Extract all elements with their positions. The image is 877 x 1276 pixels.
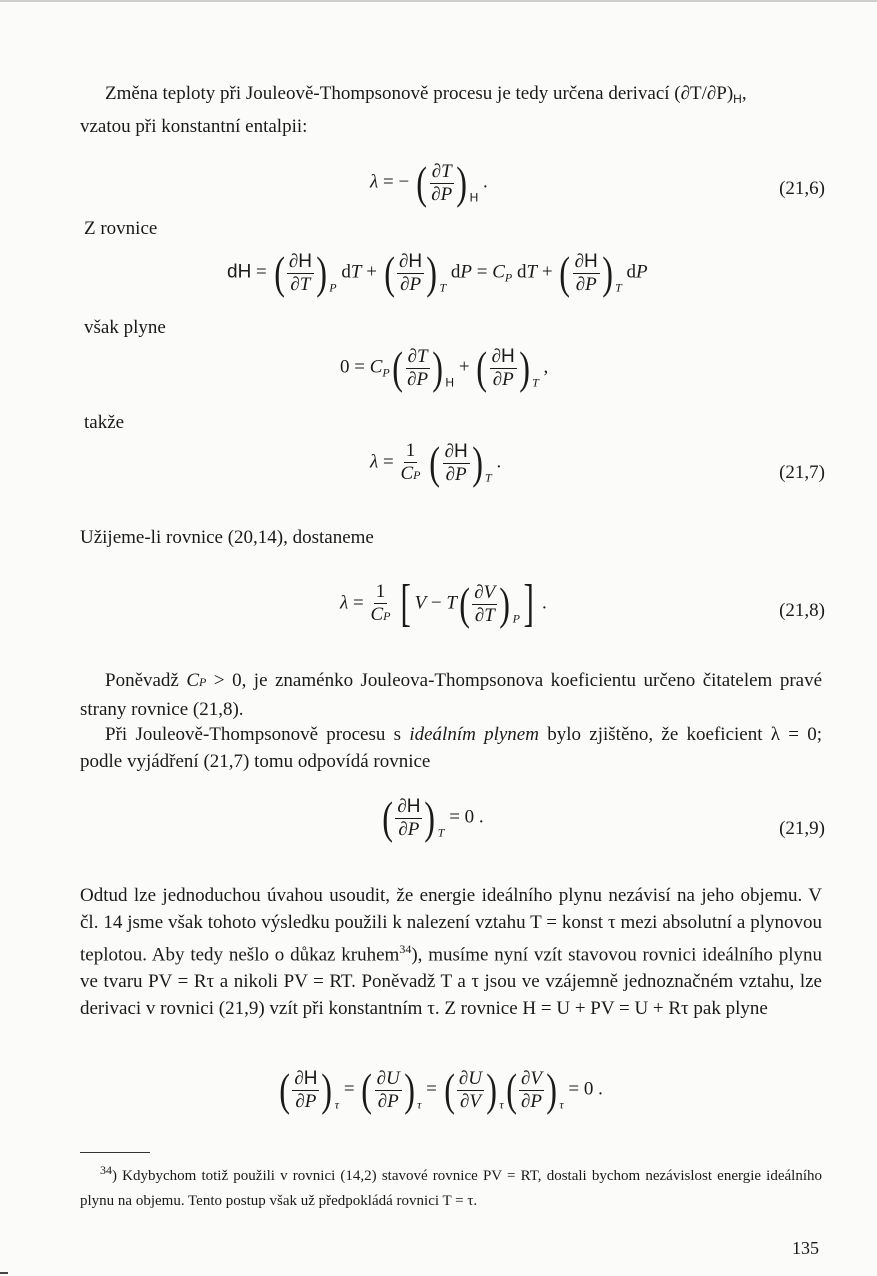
- intro-subscript: H: [733, 92, 742, 106]
- equation-number-21-8: (21,8): [779, 600, 825, 621]
- page-top-edge: [0, 0, 877, 2]
- ponevadz-text-b: > 0, je znaménko Jouleova-Thompsonova koeficientu určeno čitatelem pravé strany rovnice (21,8).: [80, 670, 823, 720]
- equation-dH: dH = ( $\frac{\partial H}{\partial T}$ ) $_P$ dT + ( $\frac{\partial H}{\partial P}$ ) $_T$ dP = $C_P$ dT + ( $\frac{\partial H}{\partial P}$ ) $_T$ dP: [227, 247, 648, 298]
- equation-number-21-6: (21,6): [779, 178, 825, 199]
- equation-21-6: λ = − ( $\frac{\partial T}{\partial P}$ ) $_H$ .: [370, 157, 488, 208]
- footnote-rule: [80, 1152, 150, 1153]
- odtud-footnote-ref: 34: [399, 942, 412, 957]
- label-takze: takže: [84, 412, 125, 433]
- footnote-text: ) Kdybychom totiž použili v rovnici (14,2) stavové rovnice PV = RT, dostali bychom nezávislost energie ideálního plynu na objemu. Tento postup však už předpokládá rovnici T = τ.: [80, 1168, 822, 1209]
- equation-final: ( $\frac{\partial H}{\partial P}$ ) $_\tau$ = ( $\frac{\partial U}{\partial P}$ ) $_\tau$ = ( $\frac{\partial U}{\partial V}$ ) $_\tau$( $\frac{\partial V}{\partial P}$ ) $_\tau$ = 0 .: [279, 1064, 603, 1115]
- odtud-text-b: ), musíme nyní vzít stavovou rovnici ideálního plynu ve tvaru PV = Rτ a nikoli PV = RT. Poněvadž T a τ jsou ve vzájemně jednoznačném vztahu, lze derivaci v rovnici (21,9) vzít při konstantním τ. Z rovnice H = U + PV = U + Rτ pak plyne: [80, 944, 822, 1019]
- page-bottom-mark: [0, 1272, 8, 1274]
- pri-paragraph: [80, 721, 822, 775]
- label-vsak-plyne: však plyne: [84, 317, 166, 338]
- equation-zero: $0 = C_P$( $\frac{\partial T}{\partial P}$ ) $_H$ + ( $\frac{\partial H}{\partial P}$ ) $_T$ ,: [340, 342, 549, 393]
- equation-21-7: λ = $\frac{1}{CP}$ ( $\frac{\partial H}{\partial P}$ ) $_T$ .: [370, 437, 502, 488]
- pri-text-a: Při Jouleově-Thompsonově procesu s: [105, 724, 402, 745]
- label-uzijeme: Užijeme-li rovnice (20,14), dostaneme: [80, 527, 374, 548]
- intro-text-line2: vzatou při konstantní entalpii:: [80, 116, 308, 137]
- intro-text: Změna teploty při Jouleově-Thompsonově procesu je tedy určena derivací (∂T/∂P): [105, 83, 734, 104]
- label-z-rovnice: Z rovnice: [84, 218, 158, 239]
- intro-comma: ,: [741, 83, 747, 104]
- odtud-paragraph: [80, 883, 822, 1022]
- footnote-marker: 34: [100, 1163, 112, 1177]
- page-number: 135: [792, 1238, 819, 1258]
- intro-paragraph: [80, 80, 822, 140]
- footnote: [80, 1158, 822, 1214]
- ponevadz-text-a: Poněvadž: [105, 670, 179, 691]
- equation-21-9: ( $\frac{\partial H}{\partial P}$ ) $_T$ = 0 .: [382, 792, 484, 843]
- pri-italic: ideálním plynem: [409, 724, 539, 745]
- equation-number-21-7: (21,7): [779, 462, 825, 483]
- ponevadz-paragraph: Poněvadž CP > 0, je znaménko Jouleova-Thompsonova koeficientu určeno čitatelem pravé strany rovnice (21,8).: [80, 670, 823, 720]
- pri-text-b: bylo zjištěno, že koeficient λ = 0; podle vyjádření (21,7) tomu odpovídá rovnice: [80, 724, 823, 772]
- odtud-text: Odtud lze jednoduchou úvahou usoudit, že energie ideálního plynu nezávisí na jeho objemu. V čl. 14 jsme však tohoto výsledku použili k nalezení vztahu T = konst τ mezi absolutní a plynovou teplotou. Aby tedy nešlo o důkaz kruhem: [80, 885, 822, 966]
- equation-number-21-9: (21,9): [779, 818, 825, 839]
- equation-21-8: λ = $\frac{1}{CP}$ [ V − T( $\frac{\partial V}{\partial T}$ ) $_P$] .: [340, 575, 547, 632]
